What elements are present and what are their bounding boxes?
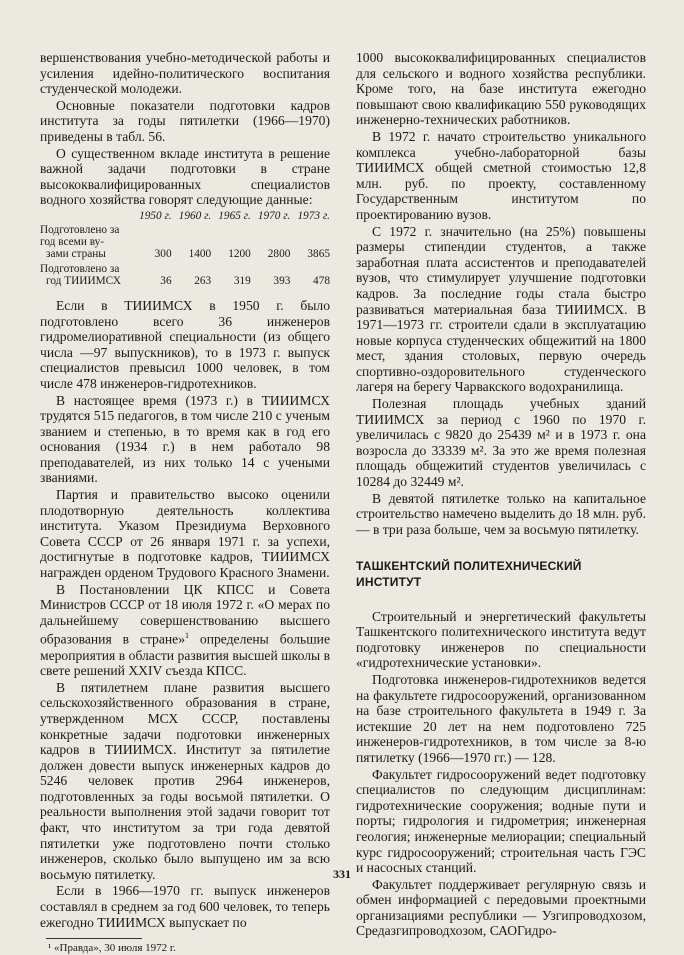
table-header-year: 1965 г. bbox=[218, 209, 251, 222]
row-label-line: Подготовлено за bbox=[40, 262, 120, 275]
paragraph: С 1972 г. значительно (на 25%) повышены размеры стипендии студентов, а также заработная плата ассистентов и преподавателей вузов, что стимулирует улучшение подготовки кадров. За последние годы стала быстро развиваться материальная база ТИИИМСХ. В 1971—1973 гг. строители сдали в эксплуатацию новые корпуса студенческих общежитий на 1800 мест, здания столовых, первую очередь спортивно-оздоровительного студенческого лагеря на берегу Чарвакского водохранилища. bbox=[356, 223, 646, 395]
table-header-year: 1973 г. bbox=[297, 209, 330, 222]
right-column bbox=[356, 50, 646, 939]
table-cell: 300 bbox=[154, 247, 172, 260]
paragraph: Основные показатели подготовки кадров института за годы пятилетки (1966—1970) приведены в табл. 56. bbox=[40, 97, 330, 144]
footnote-divider bbox=[46, 938, 142, 939]
paragraph: Факультет поддерживает регулярную связь и обмен информацией с передовыми проектными организациями республики — Узгипроводхозом, Средазгипроводхозом, САОГидро- bbox=[356, 876, 646, 939]
paragraph: В пятилетнем плане развития высшего сельскохозяйственного образования в стране, утвержденном МСХ СССР, поставлены конкретные задачи подготовки инженерных кадров в ТИИИМСХ. Институт за пятилетие должен довести выпуск инженерных кадров до 5246 человек против 2964 инженеров, подготовленных за годы восьмой пятилетки. О реальности выполнения этой задачи говорит тот факт, что институтом за три года девятой пятилетки уже подготовлено почти столько инженеров, сколько было выпущено им за всю восьмую пятилетку. bbox=[40, 679, 330, 882]
row-label-line: год ТИИИМСХ bbox=[46, 274, 122, 287]
paragraph: Подготовка инженеров-гидротехников ведется на факультете гидросооружений, организованном на базе строительного факультета в 1949 г. За истекшие 20 лет на нем подготовлено 725 инженеров-гидротехников, в том числе за 8-ю пятилетку (1966—1970 гг.) — 128. bbox=[356, 671, 646, 765]
table-row-label bbox=[40, 263, 132, 290]
table-row bbox=[40, 263, 330, 290]
table-cell: 393 bbox=[273, 274, 291, 287]
table-row bbox=[40, 224, 330, 263]
table-header-row bbox=[40, 210, 330, 224]
table-row-label bbox=[40, 224, 132, 263]
table-header-year: 1950 г. bbox=[139, 209, 172, 222]
table-cell: 36 bbox=[160, 274, 172, 287]
paragraph: Партия и правительство высоко оценили плодотворную деятельность коллектива института. Указом Президиума Верховного Совета СССР от 26 января 1971 г. за успехи, достигнутые в подготовке кадров, ТИИИМСХ награжден орденом Трудового Красного Знамени. bbox=[40, 487, 330, 581]
paragraph-text: В Постановлении ЦК КПСС и Совета Министров СССР от 18 июля 1972 г. «О мерах по дальнейшему совершенствованию высшего образования в стране» bbox=[40, 581, 330, 647]
footnote: ¹ «Правда», 30 июля 1972 г. bbox=[48, 942, 176, 955]
page-number: 331 bbox=[333, 867, 351, 881]
footnote-marker: 1 bbox=[185, 631, 189, 641]
paragraph: Если в 1966—1970 гг. выпуск инженеров составлял в среднем за год 600 человек, то теперь ежегодно ТИИИМСХ выпускает по bbox=[40, 883, 330, 930]
table-cell: 263 bbox=[194, 274, 212, 287]
section-heading: ТАШКЕНТСКИЙ ПОЛИТЕХНИЧЕСКИЙ ИНСТИТУТ bbox=[356, 559, 582, 589]
paragraph: вершенствования учебно-методической работы и усиления идейно-политического воспитания студенческой молодежи. bbox=[40, 50, 330, 97]
table-cell: 3865 bbox=[307, 247, 330, 260]
table-cell: 1200 bbox=[228, 247, 251, 260]
paragraph: Строительный и энергетический факультеты Ташкентского политехнического института ведут подготовку инженеров по специальности «гидротехнические установки». bbox=[356, 608, 646, 671]
paragraph: В 1972 г. начато строительство уникального комплекса учебно-лабораторной базы ТИИИМСХ общей сметной стоимостью 12,8 млн. руб. по проекту, составленному Государственным институтом по проектированию вузов. bbox=[356, 128, 646, 222]
paragraph: В девятой пятилетке только на капитальное строительство намечено выделить до 18 млн. руб.— в три раза больше, чем за восьмую пятилетку. bbox=[356, 490, 646, 537]
paragraph: Полезная площадь учебных зданий ТИИИМСХ за период с 1960 по 1970 г. увеличилась с 9820 до 25439 м² и в 1973 г. она возросла до 33339 м². За это же время полезная площадь общежитий студентов увеличилась с 10284 до 32449 м². bbox=[356, 396, 646, 490]
graduates-table bbox=[40, 210, 330, 290]
row-label-line: зами страны bbox=[46, 247, 106, 260]
table-header-year: 1970 г. bbox=[257, 209, 291, 222]
paragraph bbox=[40, 582, 330, 679]
paragraph: Факультет гидросооружений ведет подготовку специалистов по следующим дисциплинам: гидротехнические сооружения; водные пути и порты; гидрология и гидрометрия; инженерная геология; инженерные мелиорации; специальный курс гидросооружений; строительная часть ГЭС и насосных станций. bbox=[356, 766, 646, 876]
table-cell: 1400 bbox=[188, 247, 212, 260]
table-cell: 319 bbox=[233, 274, 251, 287]
paragraph: О существенном вкладе института в решение важной задачи подготовки в стране высококвалифицированных специалистов водного хозяйства говорят следующие данные: bbox=[40, 145, 330, 208]
table-header-empty bbox=[40, 210, 132, 224]
left-column bbox=[40, 50, 330, 955]
table-cell: 478 bbox=[313, 274, 330, 287]
paragraph: Если в ТИИИМСХ в 1950 г. было подготовлено всего 36 инженеров гидромелиоративной специальности (из общего числа —97 выпускников), то в 1973 г. выпуск специалистов превысил 1000 человек, в том числе 478 инженеров-гидротехников. bbox=[40, 297, 330, 391]
row-label-line: Подготовлено за год всеми ву- bbox=[40, 223, 120, 248]
paragraph: 1000 высококвалифицированных специалистов для сельского и водного хозяйства республики. Кроме того, на базе института ежегодно повышают свою квалификацию 550 руководящих инженерно-технических работников. bbox=[356, 50, 646, 128]
table-cell: 2800 bbox=[267, 247, 291, 260]
paragraph: В настоящее время (1973 г.) в ТИИИМСХ трудятся 515 педагогов, в том числе 210 с ученым званием и степенью, в то время как в год его основания (1934 г.) в нем работало 98 преподавателей, из них только 14 с учеными званиями. bbox=[40, 392, 330, 486]
table-header-year: 1960 г. bbox=[178, 209, 212, 222]
paragraph-text: определены большие мероприятия в области развития высшей школы в свете решений XXIV съезда КПСС. bbox=[40, 631, 330, 679]
